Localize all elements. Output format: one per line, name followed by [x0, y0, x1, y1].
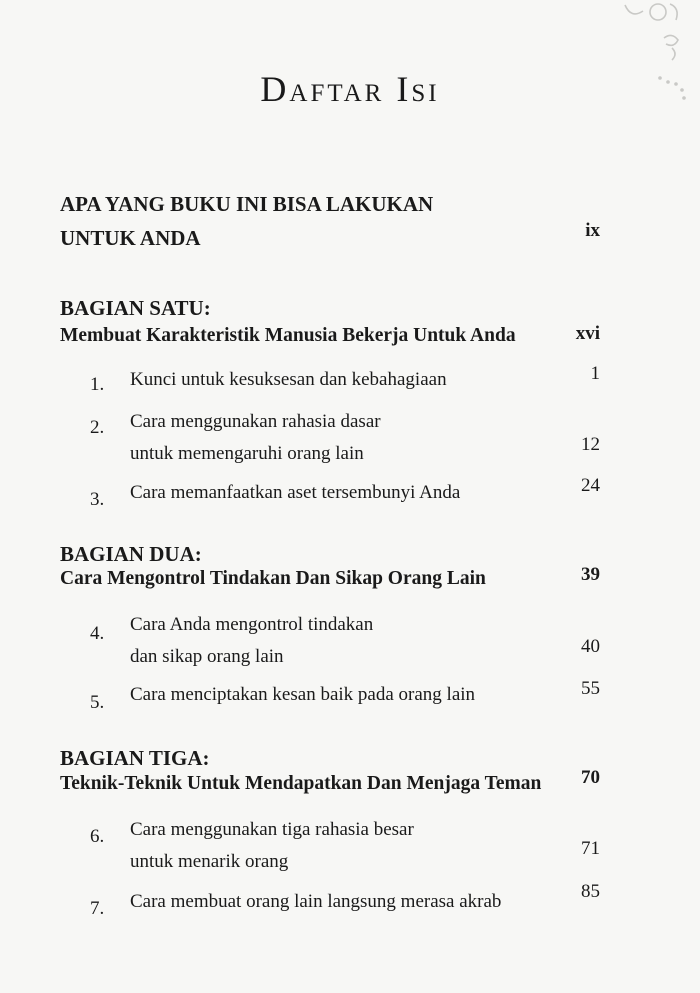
chapter-4-page-number: 40 [581, 636, 600, 657]
chapter-6-title-line-2: untuk menarik orang [130, 851, 289, 872]
chapter-3-page-number: 24 [581, 475, 600, 496]
chapter-6-number: 6. [90, 826, 105, 847]
chapter-2-title-line-2: untuk memengaruhi orang lain [130, 443, 364, 464]
part-3-page-number: 70 [581, 767, 600, 788]
part-1-subtitle: Membuat Karakteristik Manusia Bekerja Untuk Anda [60, 325, 516, 346]
part-3-label: BAGIAN TIGA: [60, 746, 210, 770]
chapter-5-number: 5. [90, 692, 105, 713]
chapter-1-number: 1. [90, 374, 105, 395]
part-3-subtitle: Teknik-Teknik Untuk Mendapatkan Dan Menjaga Teman [60, 773, 542, 794]
page-title: Daftar Isi [260, 69, 440, 109]
part-1-label: BAGIAN SATU: [60, 296, 211, 320]
chapter-1-page-number: 1 [590, 363, 600, 384]
chapter-3-number: 3. [90, 489, 105, 510]
intro-heading-line-2: UNTUK ANDA [60, 226, 201, 250]
chapter-1-title: Kunci untuk kesuksesan dan kebahagiaan [130, 369, 447, 390]
chapter-5-page-number: 55 [581, 678, 600, 699]
intro-page-number: ix [585, 220, 600, 241]
part-2-label: BAGIAN DUA: [60, 542, 202, 566]
chapter-6-title-line-1: Cara menggunakan tiga rahasia besar [130, 819, 414, 840]
intro-heading-line-1: APA YANG BUKU INI BISA LAKUKAN [60, 192, 434, 216]
chapter-3-title: Cara memanfaatkan aset tersembunyi Anda [130, 482, 461, 503]
chapter-2-title-line-1: Cara menggunakan rahasia dasar [130, 411, 381, 432]
chapter-7-page-number: 85 [581, 881, 600, 902]
chapter-6-page-number: 71 [581, 838, 600, 859]
chapter-4-number: 4. [90, 623, 105, 644]
part-2-page-number: 39 [581, 564, 600, 585]
part-2-subtitle: Cara Mengontrol Tindakan Dan Sikap Orang Lain [60, 568, 486, 589]
chapter-2-number: 2. [90, 417, 105, 438]
chapter-4-title-line-1: Cara Anda mengontrol tindakan [130, 614, 374, 635]
chapter-5-title: Cara menciptakan kesan baik pada orang lain [130, 684, 476, 705]
part-1-page-number: xvi [575, 323, 600, 344]
chapter-2-page-number: 12 [581, 434, 600, 455]
chapter-4-title-line-2: dan sikap orang lain [130, 646, 284, 667]
chapter-7-title: Cara membuat orang lain langsung merasa akrab [130, 891, 502, 912]
chapter-7-number: 7. [90, 898, 105, 919]
